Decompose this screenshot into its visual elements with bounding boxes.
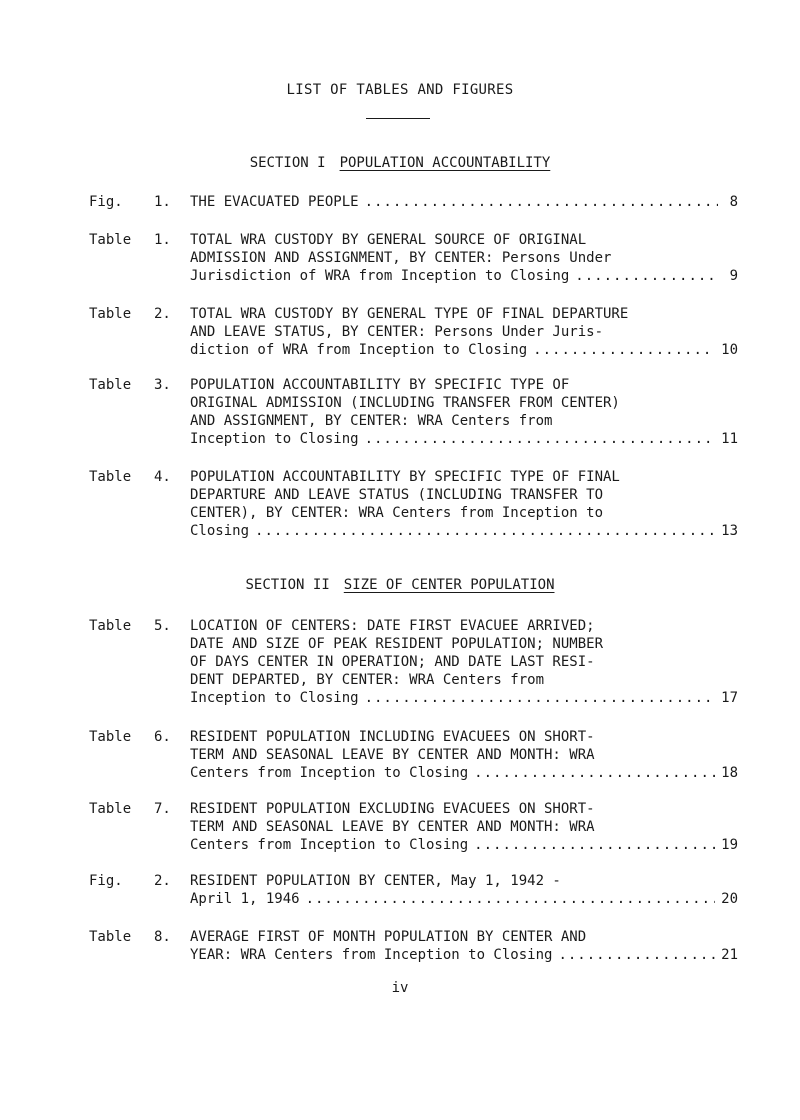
entry-title-line: Centers from Inception to Closing (190, 765, 469, 781)
entry-title-last-line (190, 946, 738, 964)
entry-number: 4. (154, 469, 171, 485)
page-number: iv (391, 980, 409, 996)
dot-leader (575, 267, 718, 285)
entry-page-number: 11 (721, 431, 738, 447)
entry-kind: Table (89, 929, 132, 945)
entry-page-number: 8 (729, 194, 738, 210)
entry-title-last-line (190, 764, 738, 782)
entry-title-line: RESIDENT POPULATION INCLUDING EVACUEES ON SHORT- (190, 729, 595, 745)
section-name: POPULATION ACCOUNTABILITY (339, 155, 551, 171)
entry-title-last-line (190, 890, 738, 908)
dot-leader (365, 430, 716, 448)
section-heading (0, 155, 800, 171)
entry-title-line: AND ASSIGNMENT, BY CENTER: WRA Centers from (190, 413, 553, 429)
entry-title-line: OF DAYS CENTER IN OPERATION; AND DATE LAST RESI- (190, 654, 595, 670)
dot-leader (474, 836, 715, 854)
entry-title-last-line (190, 193, 738, 211)
entry-kind: Table (89, 618, 132, 634)
entry-number: 8. (154, 929, 171, 945)
entry-title (190, 376, 738, 448)
title-rule (366, 118, 430, 119)
entry-page-number: 17 (721, 690, 738, 706)
entry-title-line: DATE AND SIZE OF PEAK RESIDENT POPULATION; NUMBER (190, 636, 604, 652)
entry-number: 6. (154, 729, 171, 745)
entry-title (190, 728, 738, 782)
entry-title-line: TOTAL WRA CUSTODY BY GENERAL SOURCE OF ORIGINAL (190, 232, 587, 248)
dot-leader (533, 341, 715, 359)
entry-title-line: YEAR: WRA Centers from Inception to Closing (190, 947, 553, 963)
entry-title-line: TOTAL WRA CUSTODY BY GENERAL TYPE OF FINAL DEPARTURE (190, 306, 629, 322)
entry-kind: Table (89, 377, 132, 393)
page-title: LIST OF TABLES AND FIGURES (286, 82, 514, 98)
entry-title-line: CENTER), BY CENTER: WRA Centers from Inception to (190, 505, 604, 521)
entry-title-last-line (190, 522, 738, 540)
entry-title-line: POPULATION ACCOUNTABILITY BY SPECIFIC TYPE OF (190, 377, 570, 393)
section-heading (0, 577, 800, 593)
entry-title-line: THE EVACUATED PEOPLE (190, 194, 359, 210)
entry-title-last-line (190, 267, 738, 285)
entry-page-number: 10 (721, 342, 738, 358)
section-name: SIZE OF CENTER POPULATION (343, 577, 555, 593)
entry-title (190, 305, 738, 359)
entry-title (190, 928, 738, 964)
entry-kind: Table (89, 729, 132, 745)
entry-page-number: 18 (721, 765, 738, 781)
dot-leader (306, 890, 716, 908)
entry-title-line: DEPARTURE AND LEAVE STATUS (INCLUDING TRANSFER TO (190, 487, 604, 503)
entry-title-line: TERM AND SEASONAL LEAVE BY CENTER AND MONTH: WRA (190, 819, 595, 835)
entry-title-line: RESIDENT POPULATION EXCLUDING EVACUEES ON SHORT- (190, 801, 595, 817)
entry-title-line: Closing (190, 523, 250, 539)
dot-leader (255, 522, 715, 540)
entry-title-line: Inception to Closing (190, 431, 359, 447)
entry-title-line: Jurisdiction of WRA from Inception to Closing (190, 268, 570, 284)
entry-number: 2. (154, 306, 171, 322)
entry-kind: Table (89, 232, 132, 248)
entry-title (190, 231, 738, 285)
entry-number: 1. (154, 194, 171, 210)
entry-title (190, 872, 738, 908)
entry-title-last-line (190, 430, 738, 448)
entry-page-number: 20 (721, 891, 738, 907)
entry-number: 1. (154, 232, 171, 248)
entry-title (190, 617, 738, 707)
entry-title-line: TERM AND SEASONAL LEAVE BY CENTER AND MONTH: WRA (190, 747, 595, 763)
entry-number: 7. (154, 801, 171, 817)
entry-page-number: 13 (721, 523, 738, 539)
entry-title-line: AND LEAVE STATUS, BY CENTER: Persons Under Juris- (190, 324, 604, 340)
entry-title-line: ORIGINAL ADMISSION (INCLUDING TRANSFER FROM CENTER) (190, 395, 620, 411)
entry-title (190, 193, 738, 211)
entry-title-line: AVERAGE FIRST OF MONTH POPULATION BY CENTER AND (190, 929, 587, 945)
entry-title-last-line (190, 341, 738, 359)
entry-title-line: RESIDENT POPULATION BY CENTER, May 1, 1942 - (190, 873, 561, 889)
entry-page-number: 19 (721, 837, 738, 853)
entry-title (190, 800, 738, 854)
entry-title-line: DENT DEPARTED, BY CENTER: WRA Centers from (190, 672, 545, 688)
dot-leader (558, 946, 715, 964)
dot-leader (474, 764, 715, 782)
entry-number: 5. (154, 618, 171, 634)
entry-title-last-line (190, 836, 738, 854)
entry-number: 2. (154, 873, 171, 889)
entry-kind: Table (89, 469, 132, 485)
entry-title-line: POPULATION ACCOUNTABILITY BY SPECIFIC TYPE OF FINAL (190, 469, 620, 485)
entry-title-line: diction of WRA from Inception to Closing (190, 342, 528, 358)
entry-number: 3. (154, 377, 171, 393)
dot-leader (365, 193, 718, 211)
entry-kind: Table (89, 801, 132, 817)
dot-leader (365, 689, 716, 707)
entry-title-line: ADMISSION AND ASSIGNMENT, BY CENTER: Persons Under (190, 250, 612, 266)
entry-kind: Fig. (89, 873, 123, 889)
entry-title-line: April 1, 1946 (190, 891, 300, 907)
entry-title (190, 468, 738, 540)
entry-title-line: LOCATION OF CENTERS: DATE FIRST EVACUEE ARRIVED; (190, 618, 595, 634)
entry-page-number: 9 (729, 268, 738, 284)
entry-title-line: Centers from Inception to Closing (190, 837, 469, 853)
section-label: SECTION II (245, 577, 330, 593)
section-label: SECTION I (249, 155, 326, 171)
entry-kind: Table (89, 306, 132, 322)
entry-title-last-line (190, 689, 738, 707)
entry-page-number: 21 (721, 947, 738, 963)
entry-title-line: Inception to Closing (190, 690, 359, 706)
entry-kind: Fig. (89, 194, 123, 210)
